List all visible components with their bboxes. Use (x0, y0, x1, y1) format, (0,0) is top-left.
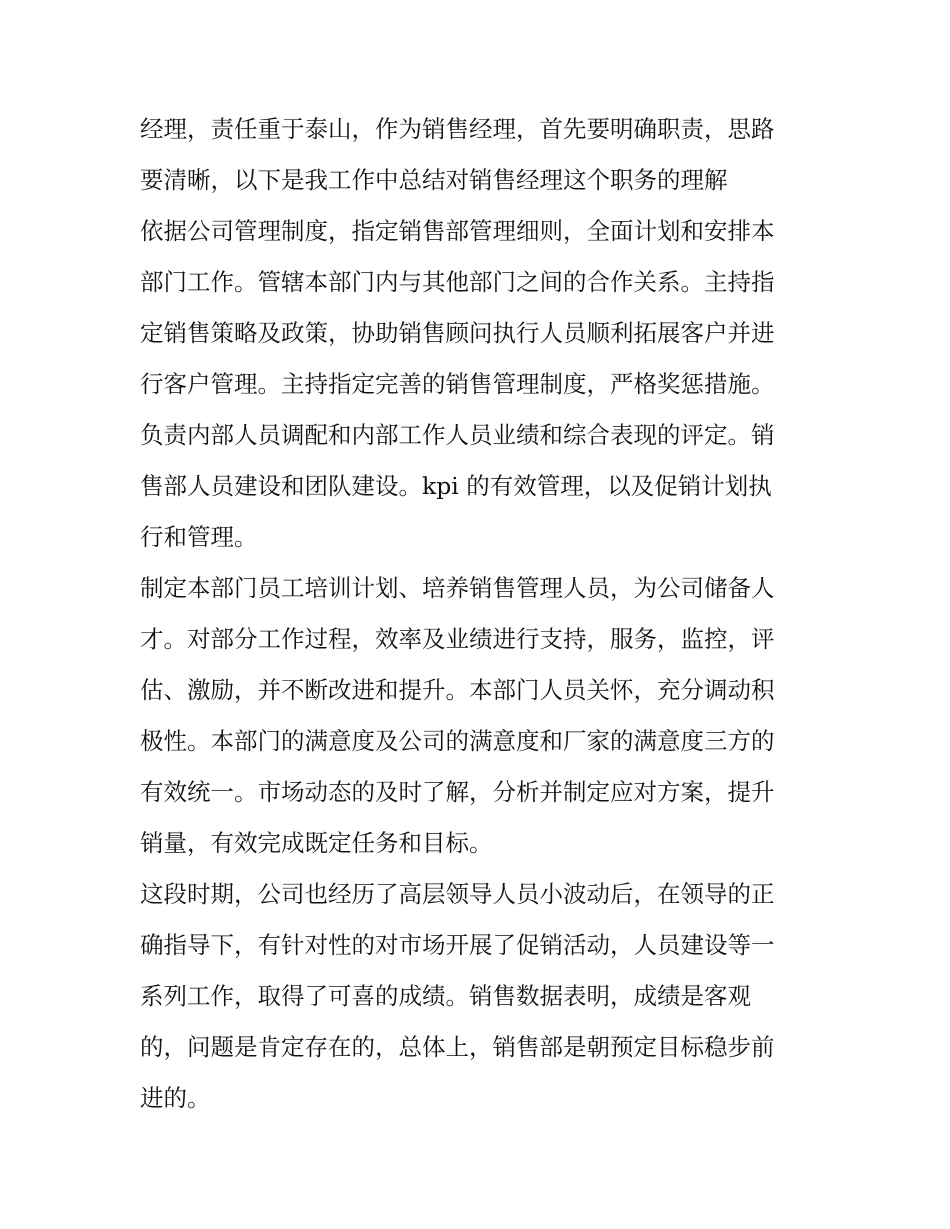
text-line: 依据公司管理制度，指定销售部管理细则，全面计划和安排本 (140, 217, 775, 245)
text-line: 才。对部分工作过程，效率及业绩进行支持，服务，监控，评 (140, 625, 775, 653)
text-line: 进的。 (140, 1084, 211, 1112)
text-line: 估、激励，并不断改进和提升。本部门人员关怀，充分调动积 (140, 676, 775, 704)
document-body (140, 104, 820, 1124)
text-line: 要清晰，以下是我工作中总结对销售经理这个职务的理解 (140, 166, 728, 194)
text-line: 确指导下，有针对性的对市场开展了促销活动，人员建设等一 (140, 931, 775, 959)
text-line: 行和管理。 (140, 523, 258, 551)
text-line: 售部人员建设和团队建设。kpi 的有效管理，以及促销计划执 (140, 472, 772, 500)
text-line: 这段时期，公司也经历了高层领导人员小波动后，在领导的正 (140, 880, 775, 908)
text-line: 的，问题是肯定存在的，总体上，销售部是朝预定目标稳步前 (140, 1033, 775, 1061)
text-line: 部门工作。管辖本部门内与其他部门之间的合作关系。主持指 (140, 268, 775, 296)
text-line: 有效统一。市场动态的及时了解，分析并制定应对方案，提升 (140, 778, 775, 806)
text-line: 销量，有效完成既定任务和目标。 (140, 829, 493, 857)
text-line: 极性。本部门的满意度及公司的满意度和厂家的满意度三方的 (140, 727, 775, 755)
text-line: 系列工作，取得了可喜的成绩。销售数据表明，成绩是客观 (140, 982, 751, 1010)
text-line: 负责内部人员调配和内部工作人员业绩和综合表现的评定。销 (140, 421, 775, 449)
text-line: 行客户管理。主持指定完善的销售管理制度，严格奖惩措施。 (140, 370, 775, 398)
text-line: 经理，责任重于泰山，作为销售经理，首先要明确职责，思路 (140, 115, 775, 143)
text-line: 定销售策略及政策，协助销售顾问执行人员顺利拓展客户并进 (140, 319, 775, 347)
text-line: 制定本部门员工培训计划、培养销售管理人员，为公司储备人 (140, 574, 775, 602)
